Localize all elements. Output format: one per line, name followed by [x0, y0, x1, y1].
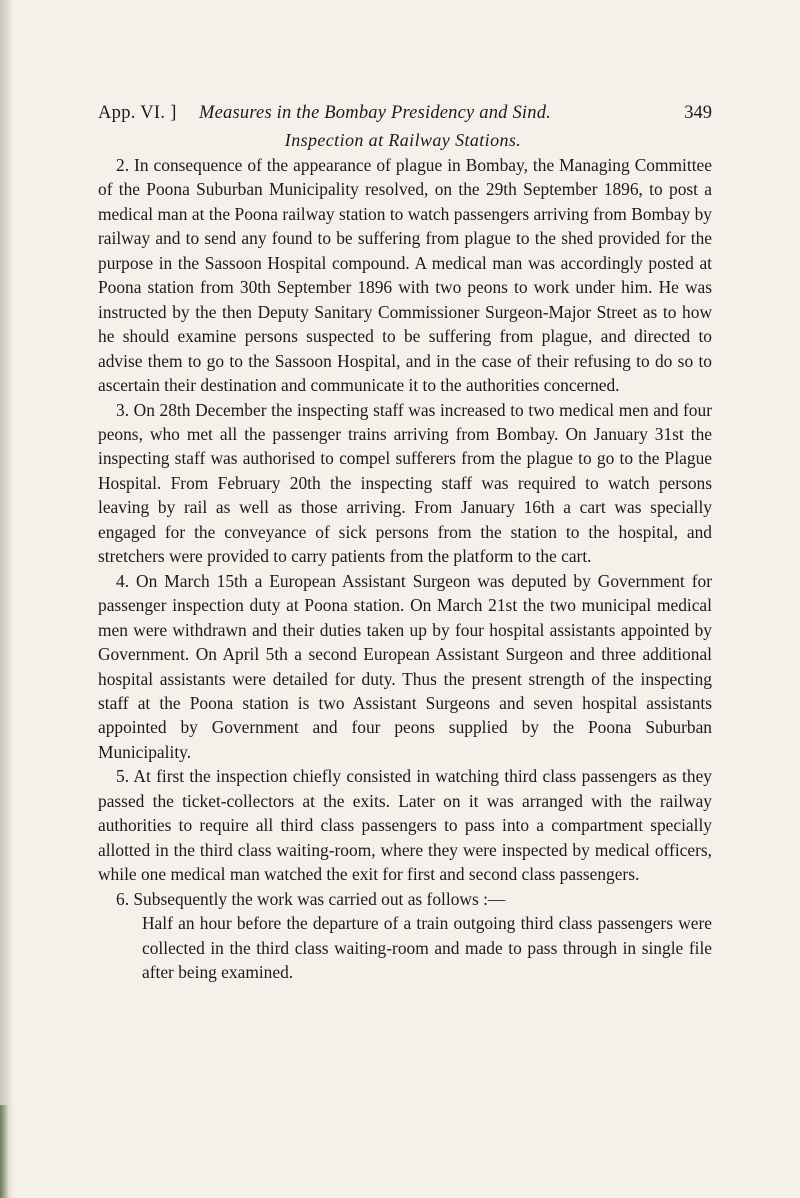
page-edge-shadow — [0, 0, 14, 1198]
page-edge-mark — [0, 1105, 9, 1198]
paragraph-6: 6. Subsequently the work was carried out as follows :— — [116, 888, 506, 909]
paragraph-3: 3. On 28th December the inspecting staff was increased to two medical men and four peons, who met all the passenger trains arriving from Bombay. On January 31st the inspecting staff was authorised to compel sufferers from the plague to go to the Plague Hospital. From February 20th the inspecting staff was required to watch persons leaving by rail as well as those arriving. From January 16th a cart was specially engaged for the conveyance of sick persons from the station to the hospital, and stretchers were provided to carry patients from the platform to the cart. — [98, 399, 712, 567]
page-number: 349 — [684, 103, 712, 123]
paragraph-2: 2. In consequence of the appearance of plague in Bombay, the Managing Committee of the Poona Suburban Municipality resolved, on the 29th September 1896, to post a medical man at the Poona railway station to watch passengers arriving from Bombay by railway and to send any found to be suffering from plague to the shed provided for the purpose in the Sassoon Hospital compound. A medical man was accordingly posted at Poona station from 30th September 1896 with two peons to work under him. He was instructed by the then Deputy Sanitary Commissioner Surgeon-Major Street as to how he should examine persons suspected to be suffering from plague, and directed to advise them to go to the Sassoon Hospital, and in the case of their refusing to do so to ascertain their destination and communicate it to the authorities concerned. — [98, 155, 712, 396]
section-title: Inspection at Railway Stations. — [284, 130, 522, 150]
paragraph-5: 5. At first the inspection chiefly consisted in watching third class passengers as they passed the ticket-collectors at the exits. Later on it was arranged with the railway authorities to require all third class passengers to pass into a compartment specially allotted in the third class waiting-room, where they were inspected by medical officers, while one medical man watched the exit for first and second class passengers. — [98, 766, 712, 885]
sub-paragraph: Half an hour before the departure of a train outgoing third class passengers were collected in the third class waiting-room and made to pass through in single file after being examined. — [142, 913, 712, 982]
running-title: Measures in the Bombay Presidency and Sind. — [199, 103, 551, 123]
body-text — [98, 153, 712, 984]
running-header — [98, 100, 712, 126]
appendix-label: App. VI. ] — [98, 103, 177, 123]
paragraph-4: 4. On March 15th a European Assistant Surgeon was deputed by Government for passenger inspection duty at Poona station. On March 21st the two municipal medical men were withdrawn and their duties taken up by four hospital assistants appointed by Government. On April 5th a second European Assistant Surgeon and three additional hospital assistants were detailed for duty. Thus the present strength of the inspecting staff at the Poona station is two Assistant Surgeons and seven hospital assistants appointed by Government and four peons supplied by the Poona Suburban Municipality. — [98, 570, 712, 762]
